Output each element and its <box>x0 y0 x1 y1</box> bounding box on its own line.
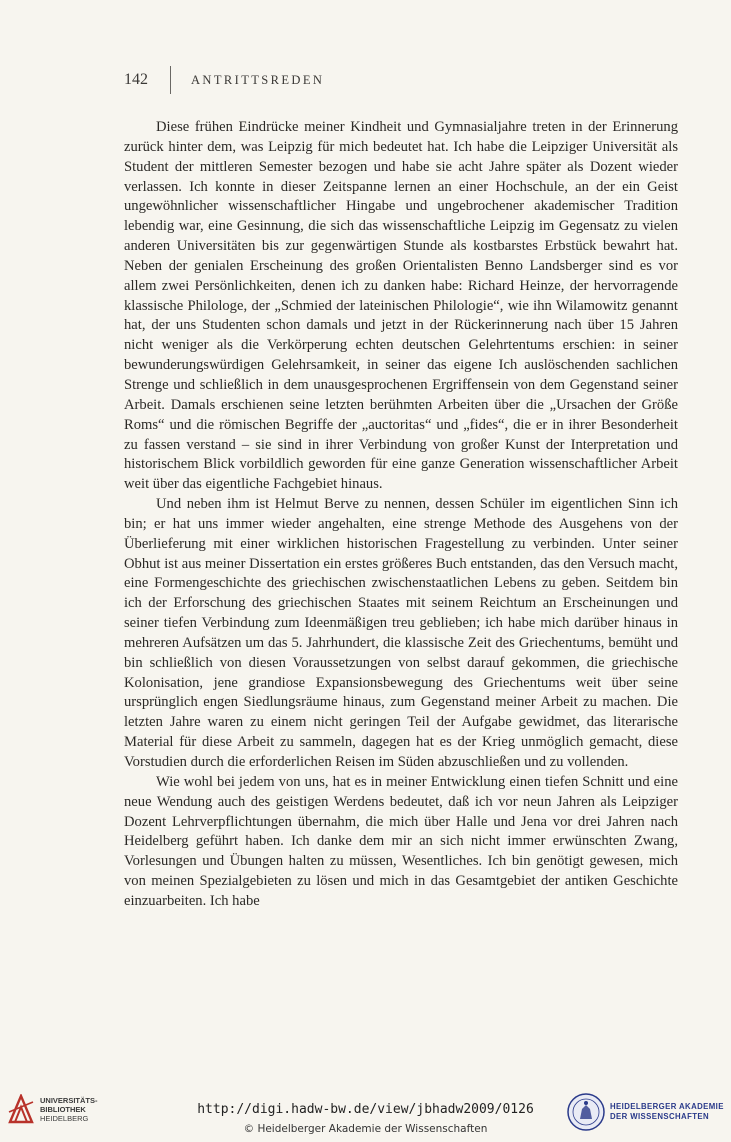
page-header <box>124 66 324 94</box>
header-divider <box>170 66 171 94</box>
body-text <box>124 118 678 912</box>
paragraph-2: Und neben ihm ist Helmut Berve zu nennen, dessen Schüler im eigentlichen Sinn ich bin; er hat uns immer wieder angehalten, eine strenge Methode des Ausgehens von der Überlieferung mit einer wirklichen historischen Fragestellung zu verbinden. Unter seiner Obhut ist aus meiner Dissertation ein erstes größeres Buch entstanden, das den Versuch macht, eine Formengeschichte des griechischen zwischenstaatlichen Lebens zu geben. Seitdem bin ich der Erforschung des griechischen Staates mit seinem Reichtum an Erscheinungen und seiner tiefen Verbindung zum Ideenmäßigen treu geblieben; ich habe mich darüber hinaus in mehreren Aufsätzen um das 5. Jahrhundert, die klassische Zeit des Griechentums, bemüht und bin schließlich von diesen Voraussetzungen von selbst darauf gekommen, die griechische Kolonisation, jene grandiose Expansionsbewegung des Griechentums weit über seine ursprünglich engen Siedlungsräume hinaus, zum Gegenstand meiner Arbeit zu machen. Die letzten Jahre waren zu einem nicht geringen Teil der Aufgabe gewidmet, das literarische Material für diese Arbeit zu sammeln, dagegen hat es der Krieg unmöglich gemacht, diese Vorstudien durch die erforderlichen Reisen im Süden abzuschließen und zu vollenden. <box>124 496 678 770</box>
academy-logo-line-2: DER WISSENSCHAFTEN <box>610 1112 710 1121</box>
academy-logo-text <box>610 1102 724 1122</box>
library-logo-line-1: UNIVERSITÄTS- <box>40 1095 98 1105</box>
copyright-notice: © Heidelberger Akademie der Wissenschaften <box>243 1123 488 1135</box>
paragraph-1: Diese frühen Eindrücke meiner Kindheit und Gymnasialjahre treten in der Erinnerung zurück hinter dem, was Leipzig für mich bedeutet hat. Ich habe die Leipziger Universität als Student der mittleren Semester bezogen und habe sie acht Jahre später als Dozent wieder verlassen. Ich konnte in dieser Zeitspanne lernen an einer Hochschule, an der ein Geist ungewöhnlicher wissenschaftlicher Hingabe und ungebrochener akademischer Tradition lebendig war, eine Gesinnung, die sich das wissenschaftliche Leipzig im Gegensatz zu vielen anderen Universitäten bis zur gegenwärtigen Stunde als kostbarstes Erbstück bewahrt hat. Neben der genialen Erscheinung des großen Orientalisten Benno Landsberger sind es vor allem zwei Persönlichkeiten, denen ich zu danken habe: Richard Heinze, der hervorragende klassische Philologe, der „Schmied der lateinischen Philologie“, wie ihn Wilamowitz genannt hat, der uns Studenten schon damals und jetzt in der Rückerinnerung nach über 15 Jahren nicht weniger als die Verkörperung echten deutschen Gelehrtentums erschien: in seiner bewunderungswürdigen Gelehrsamkeit, in seiner das eigene Ich auslöschenden sachlichen Strenge und schließlich in dem unausgesprochenen Ergriffensein von dem Gegenstand seiner Arbeit. Damals erschienen seine letzten berühmten Arbeiten über die „Ursachen der Größe Roms“ und die römischen Begriffe der „auctoritas“ und „fides“, die er in ihrer Besonderheit zu fassen verstand – sie sind in ihrer Verbindung von großer Kunst der Interpretation und historischem Blick vorbildlich geworden für eine ganze Generation wissenschaftlicher Arbeit weit über das eigentliche Fachgebiet hinaus. <box>124 119 678 493</box>
running-head: ANTRITTSREDEN <box>191 72 325 87</box>
page-number: 142 <box>124 71 148 88</box>
paragraph-3: Wie wohl bei jedem von uns, hat es in meiner Entwicklung einen tiefen Schnitt und eine neue Wendung auch des geistigen Werdens bedeutet, daß ich vor neun Jahren als Leipziger Dozent Lehrverpflichtungen übernahm, die mich über Halle und Jena vor drei Jahren nach Heidelberg geführt haben. Ich danke dem mir an sich nicht immer erwünschten Zwang, Vorlesungen und Übungen halten zu müssen, Wesentliches. Ich bin genötigt gewesen, mich von meinen Spezialgebieten zu lösen und mich in das Gesamtgebiet der antiken Geschichte einzuarbeiten. Ich habe <box>124 773 678 909</box>
academy-logo-line-1: HEIDELBERGER AKADEMIE <box>610 1102 724 1111</box>
academy-seal-icon <box>566 1092 606 1132</box>
permalink-url[interactable]: http://digi.hadw-bw.de/view/jbhadw2009/0126 <box>197 1102 534 1117</box>
footer <box>0 1088 731 1142</box>
academy-logo[interactable] <box>566 1092 724 1132</box>
library-logo-line-3: HEIDELBERG <box>40 1113 89 1123</box>
library-logo-line-2: BIBLIOTHEK <box>40 1104 86 1114</box>
